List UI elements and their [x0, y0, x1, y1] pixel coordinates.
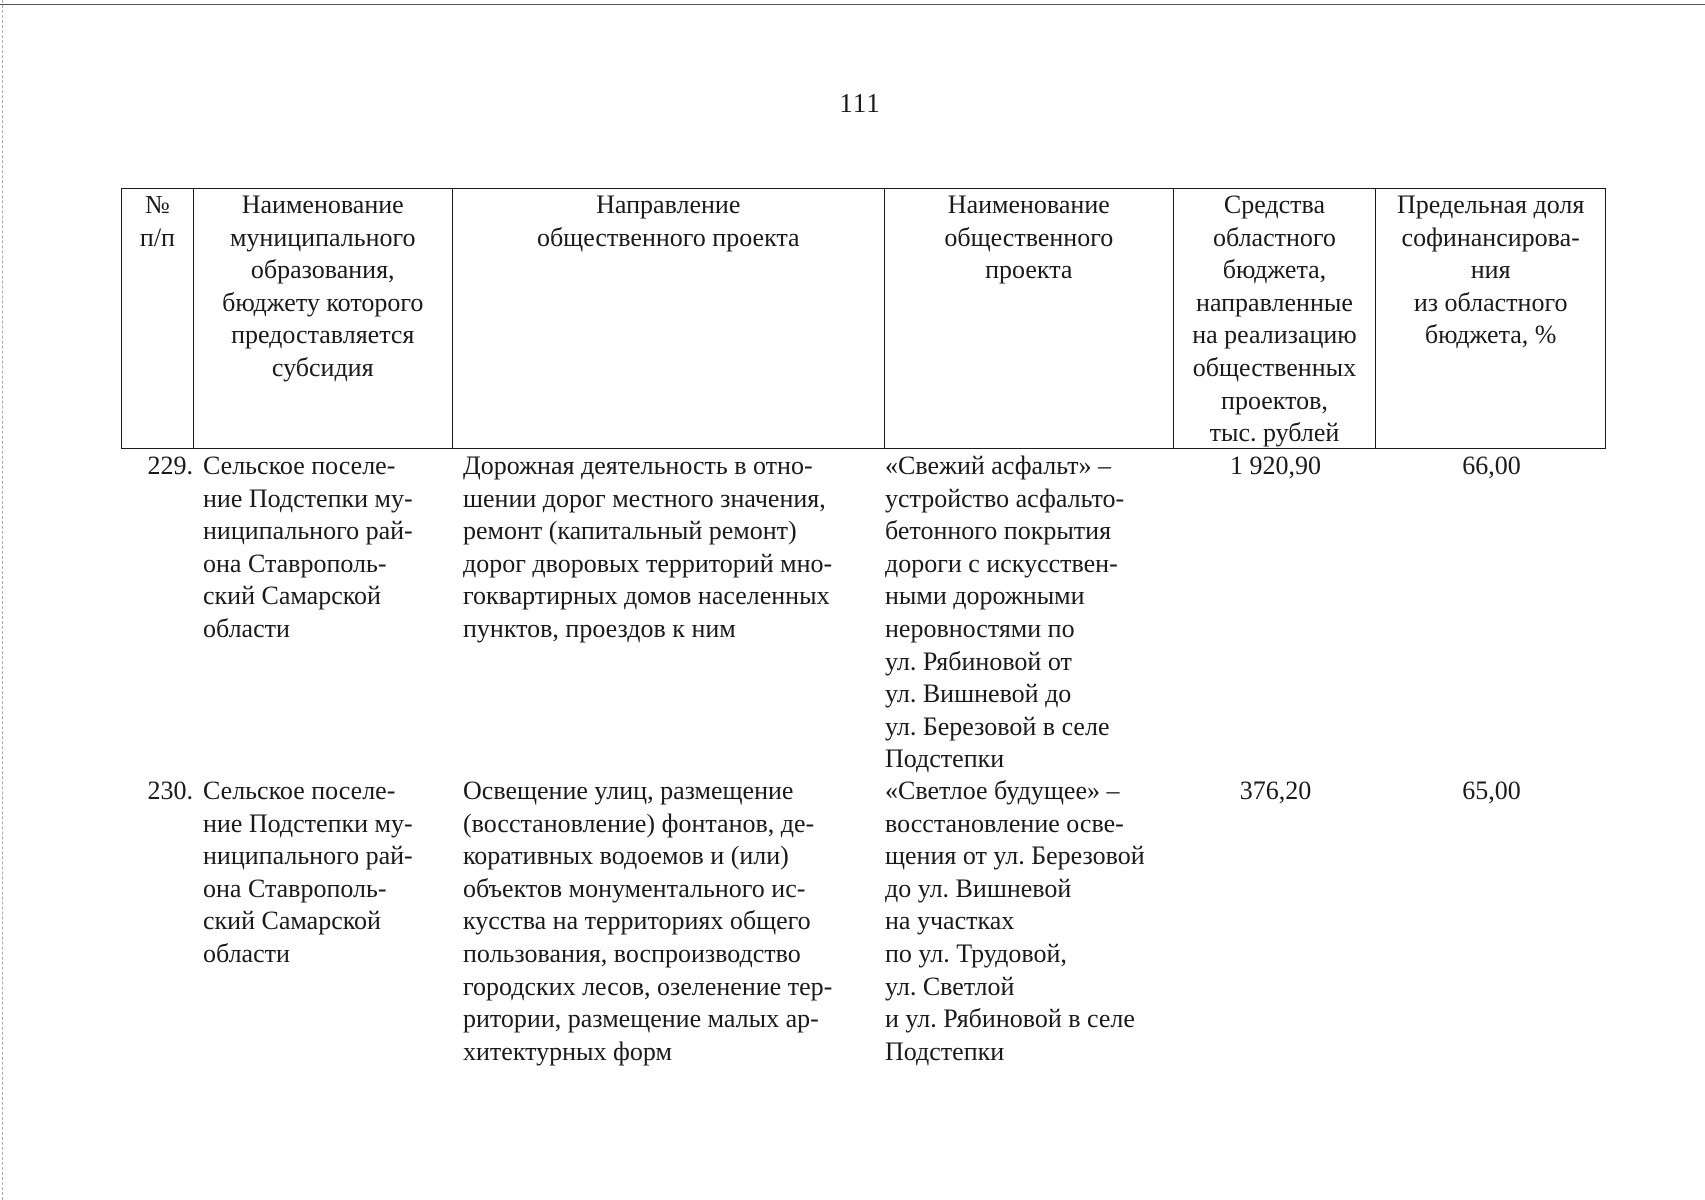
- header-project-direction: Направление общественного проекта: [453, 189, 885, 448]
- row-number: 229.: [147, 451, 193, 480]
- row-project-direction: Освещение улиц, размещение (восстановление) фонтанов, де- коративных водоемов и (или) объектов монументального ис- кусства на территориях общего пользования, воспроизводство городских лесов, озеленение тер- ритории, размещение малых ар- хитектурных форм: [463, 776, 833, 1066]
- row-project-name: «Светлое будущее» – восстановление осве- щения от ул. Березовой до ул. Вишневой на участках по ул. Трудовой, ул. Светлой и ул. Рябиновой в селе Подстепки: [885, 776, 1145, 1066]
- row-regional-funds: 1 920,90: [1230, 451, 1321, 480]
- scan-top-edge: [0, 4, 1705, 5]
- subsidy-table: [121, 188, 1606, 1075]
- row-project-direction: Дорожная деятельность в отно- шении дорог местного значения, ремонт (капитальный ремонт) дорог дворовых территорий мно- гоквартирных домов населенных пунктов, проездов к ним: [463, 451, 833, 643]
- scan-left-edge: [2, 0, 3, 1200]
- header-municipality: Наименование муниципального образования, бюджету которого предоставляется субсидия: [194, 189, 453, 448]
- table-header: [121, 188, 1606, 449]
- header-project-name: Наименование общественного проекта: [885, 189, 1174, 448]
- row-cofinancing-share: 65,00: [1462, 776, 1521, 805]
- table-row: [121, 775, 1606, 1075]
- header-number: № п/п: [122, 189, 194, 448]
- row-cofinancing-share: 66,00: [1462, 451, 1521, 480]
- row-regional-funds: 376,20: [1239, 776, 1312, 805]
- row-municipality: Сельское поселе- ние Подстепки му- ниципального рай- она Ставрополь- ский Самарской области: [203, 776, 413, 968]
- row-municipality: Сельское поселе- ние Подстепки му- ниципального рай- она Ставрополь- ский Самарской области: [203, 451, 413, 643]
- row-number: 230.: [147, 776, 193, 805]
- header-cofinancing-share: Предельная доля софинансирова- ния из областного бюджета, %: [1397, 190, 1585, 350]
- page-number: 111: [839, 88, 881, 118]
- header-regional-funds: Средства областного бюджета, направленные на реализацию общественных проектов, тыс. рублей: [1174, 189, 1377, 448]
- table-row: [121, 450, 1606, 775]
- row-project-name: «Свежий асфальт» – устройство асфальто- бетонного покрытия дороги с искусствен- ными дорожными неровностями по ул. Рябиновой от ул. Вишневой до ул. Березовой в селе Подстепки: [885, 451, 1125, 774]
